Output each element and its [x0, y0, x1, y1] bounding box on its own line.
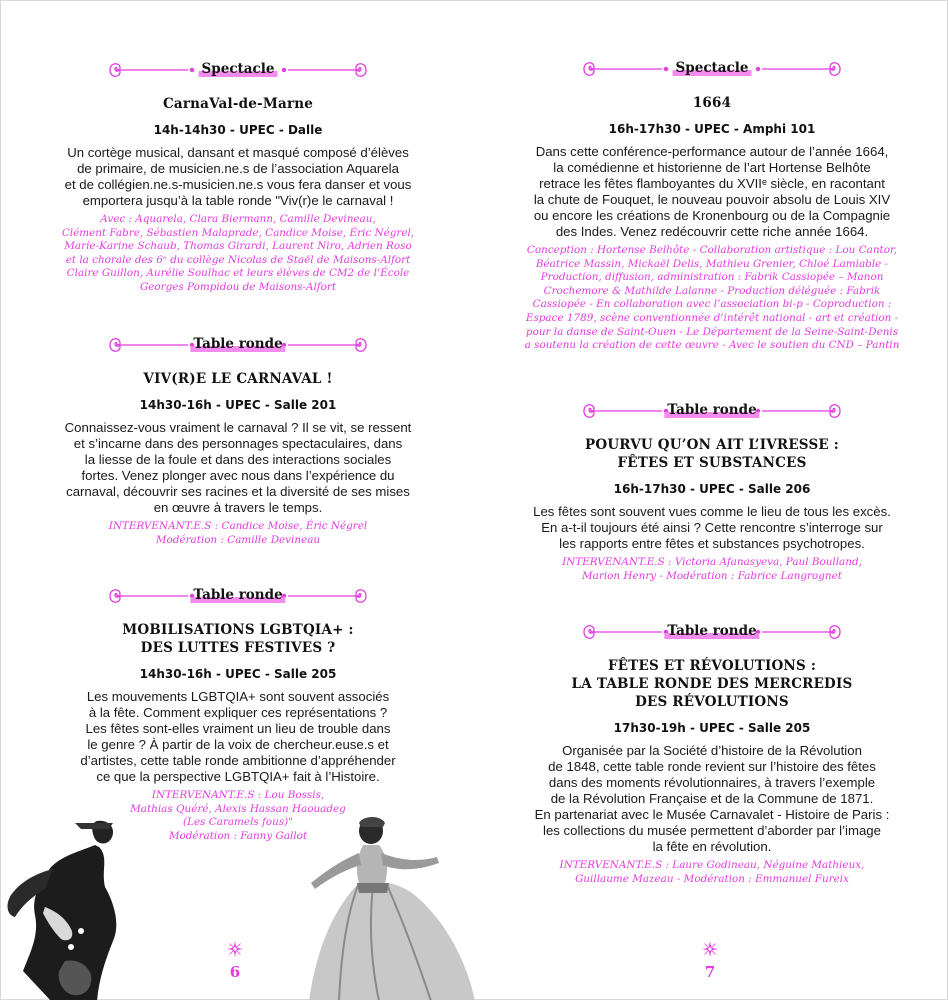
category-header: [108, 334, 368, 356]
description-line: Dans cette conférence-performance autour de l’année 1664,: [535, 144, 889, 159]
event-description: [1, 420, 475, 516]
event-meta: 17h30-19h - UPEC - Salle 205: [613, 721, 811, 735]
credits-line: INTERVENANT.E.S : Victoria Afanasyeva, Paul Boulland,: [562, 556, 862, 568]
credits-line: Claire Guillon, Aurélie Soulhac et leurs élèves de CM2 de l’École: [66, 267, 410, 280]
credits-line: INTERVENANT.E.S : Candice Moise, Éric Négrel: [108, 520, 368, 532]
event-title: [1, 95, 475, 113]
event-title: [1, 621, 475, 657]
credits-line: Conception : Hortense Belhôte - Collaboration artistique : Lou Cantor,: [526, 244, 898, 256]
description-line: fortes. Venez plonger avec nous dans l’expérience du: [81, 468, 395, 483]
title-line: DES LUTTES FESTIVES ?: [140, 640, 336, 656]
sparkle-star-icon: [227, 941, 243, 957]
page-number: 7: [704, 963, 716, 981]
event-meta: 16h-17h30 - UPEC - Salle 206: [613, 482, 811, 496]
description-line: Les fêtes sont souvent vues comme le lieu de tous les excès.: [533, 504, 891, 519]
description-line: la comédienne et historienne de l’art Hortense Belhôte: [553, 160, 871, 175]
category-label: Table ronde: [190, 335, 285, 353]
category-label: Table ronde: [664, 401, 759, 419]
description-line: la liesse de la foule et dans des interactions sociales: [84, 452, 392, 467]
event-description: [475, 144, 948, 240]
event-mobilisations-lgbtqia: [1, 585, 475, 843]
description-line: de primaire, de musicien.ne.s de l’association Aquarela: [77, 161, 399, 176]
title-line: FÊTES ET RÉVOLUTIONS :: [607, 658, 817, 674]
event-credits: [475, 556, 948, 583]
description-line: dans des moments révolutionnaires, à travers l’exemple: [548, 775, 876, 790]
credits-line: Cassiopée - En collaboration avec l’association bi-p - Coproduction :: [532, 298, 892, 311]
title-line: CarnaVal-de-Marne: [162, 96, 314, 112]
title-line: FÊTES ET SUBSTANCES: [617, 455, 807, 471]
event-description: [1, 689, 475, 785]
category-header: [582, 621, 842, 643]
description-line: En a-t-il toujours été ainsi ? Cette rencontre s’interroge sur: [541, 520, 883, 535]
credits-line: INTERVENANT.E.S : Lou Bossis,: [151, 789, 325, 801]
credits-line: Avec : Aquarela, Clara Biermann, Camille Devineau,: [100, 213, 376, 225]
description-line: et s’incarne dans des personnages spectaculaires, dans: [73, 436, 403, 451]
event-fetes-et-revolutions: [475, 621, 948, 886]
event-meta: 14h30-16h - UPEC - Salle 201: [139, 398, 337, 412]
category-header: [108, 59, 368, 81]
event-credits: [1, 213, 475, 295]
event-credits: [475, 244, 948, 353]
category-label: Table ronde: [190, 586, 285, 604]
credits-line: INTERVENANT.E.S : Laure Godineau, Néguine Mathieux,: [559, 859, 865, 871]
credits-line: Guillaume Mazeau - Modération : Emmanuel Fureix: [575, 872, 849, 885]
description-line: le genre ? À partir de la voix de chercheur.euse.s et: [87, 737, 389, 752]
category-label: Spectacle: [673, 59, 752, 77]
credits-line: pour la danse de Saint-Ouen - Le Département de la Seine-Saint-Denis: [525, 325, 899, 338]
credits-line: Modération : Camille Devineau: [155, 533, 321, 546]
credits-line: Crochemore & Mathilde Lalanne - Production déléguée : Fabrik: [543, 284, 881, 297]
description-line: Un cortège musical, dansant et masqué composé d’élèves: [67, 145, 409, 160]
description-line: et de collégien.ne.s-musicien.ne.s vous fera danser et vous: [64, 177, 412, 192]
title-line: MOBILISATIONS LGBTQIA+ :: [122, 622, 354, 638]
description-line: de 1848, cette table ronde revient sur l’histoire des fêtes: [548, 759, 876, 774]
event-credits: [475, 859, 948, 886]
category-label: Spectacle: [199, 60, 278, 78]
description-line: Connaissez-vous vraiment le carnaval ? Il se vit, se ressent: [64, 420, 412, 435]
description-line: En partenariat avec le Musée Carnavalet - Histoire de Paris :: [534, 807, 890, 822]
event-title: [475, 436, 948, 472]
description-line: en œuvre à travers le temps.: [153, 500, 323, 515]
page-number: 6: [229, 963, 241, 981]
category-header: [108, 585, 368, 607]
event-vivre-le-carnaval: [1, 334, 475, 547]
description-line: ou encore les créations de Kronenbourg ou de la Compagnie: [533, 208, 891, 223]
credits-line: Espace 1789, scène conventionnée d’intérêt national - art et création -: [525, 311, 899, 324]
title-line: 1664: [692, 95, 732, 111]
event-description: [475, 743, 948, 855]
event-title: [1, 370, 475, 388]
description-line: carnaval, découvrir ses racines et la diversité de ses mises: [66, 484, 410, 499]
dancer-illustration-right: [297, 813, 475, 1000]
event-meta: 14h-14h30 - UPEC - Dalle: [153, 123, 323, 137]
sparkle-star-icon: [702, 941, 718, 957]
title-line: LA TABLE RONDE DES MERCREDIS: [571, 676, 853, 692]
credits-line: a soutenu la création de cette œuvre - Avec le soutien du CND – Pantin: [524, 339, 900, 352]
credits-line: Modération : Fanny Gallot: [168, 829, 308, 842]
event-credits: [1, 520, 475, 547]
credits-line: Mathias Quéré, Alexis Hassan Haouadeg: [130, 802, 346, 815]
dancer-illustration-left: [1, 811, 141, 1000]
event-pourvu-qu-on-ait-l-ivresse: [475, 400, 948, 583]
title-line: POURVU QU’ON AIT L’IVRESSE :: [585, 437, 839, 453]
description-line: la chute de Fouquet, le nouveau pouvoir absolu de Louis XIV: [533, 192, 891, 207]
category-header: [582, 400, 842, 422]
description-line: d’artistes, cette table ronde ambitionne d’appréhender: [80, 753, 396, 768]
event-carnaval-de-marne: [1, 59, 475, 295]
credits-line: (Les Caramels fous)": [183, 816, 293, 829]
event-description: [475, 504, 948, 552]
event-title: [475, 657, 948, 711]
category-label: Table ronde: [664, 622, 759, 640]
page-left: [1, 1, 475, 1000]
event-title: [475, 94, 948, 112]
credits-line: Béatrice Massin, Mickaël Delis, Mathieu Grenier, Chloé Lamiable -: [535, 257, 889, 270]
event-description: [1, 145, 475, 209]
category-header: [582, 58, 842, 80]
credits-line: Marie-Karine Schaub, Thomas Girardi, Laurent Niro, Adrien Roso: [64, 240, 412, 253]
description-line: Les mouvements LGBTQIA+ sont souvent associés: [86, 689, 390, 704]
description-line: Les fêtes sont-elles vraiment un lieu de trouble dans: [85, 721, 391, 736]
description-line: des Indes. Venez redécouvrir cette riche année 1664.: [555, 224, 869, 239]
page-right: [475, 1, 948, 1000]
description-line: les rapports entre fêtes et substances psychotropes.: [559, 536, 865, 551]
credits-line: Clément Fabre, Sébastien Malaprade, Candice Moise, Éric Négrel,: [61, 226, 415, 239]
credits-line: Marion Henry - Modération : Fabrice Langrognet: [582, 569, 842, 582]
description-line: ce que la perspective LGBTQIA+ fait à l’Histoire.: [96, 769, 380, 784]
title-line: VIV(R)E LE CARNAVAL !: [143, 371, 333, 387]
description-line: de la Révolution Française et de la Commune de 1871.: [550, 791, 874, 806]
credits-line: Georges Pompidou de Maisons-Alfort: [139, 280, 337, 293]
description-line: les collections du musée permettent d’aborder par l’image: [543, 823, 881, 838]
description-line: emportera jusqu’à la table ronde "Viv(r)e le carnaval !: [82, 193, 394, 208]
description-line: Organisée par la Société d’histoire de la Révolution: [562, 743, 862, 758]
event-1664: [475, 58, 948, 353]
description-line: à la fête. Comment expliquer ces représentations ?: [88, 705, 388, 720]
event-meta: 14h30-16h - UPEC - Salle 205: [139, 667, 337, 681]
credits-line: Production, diffusion, administration : Fabrik Cassiopée – Manon: [540, 271, 884, 284]
credits-line: et la chorale des 6ᵉ du collège Nicolas de Staël de Maisons-Alfort: [65, 253, 411, 266]
description-line: retrace les fêtes flamboyantes du XVIIᵉ siècle, en racontant: [539, 176, 885, 191]
description-line: la fête en révolution.: [652, 839, 772, 854]
event-meta: 16h-17h30 - UPEC - Amphi 101: [608, 122, 816, 136]
title-line: DES RÉVOLUTIONS: [635, 694, 789, 710]
